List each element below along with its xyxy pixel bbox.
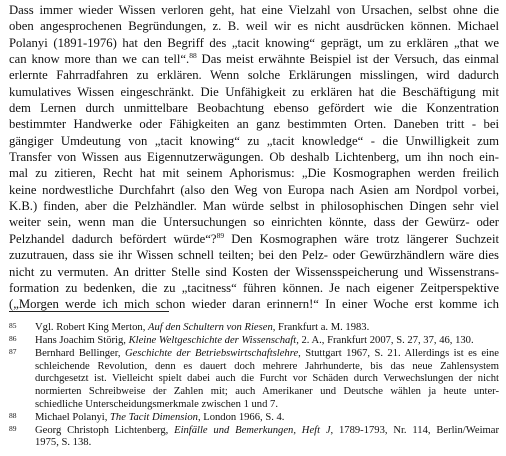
page-body	[9, 2, 499, 313]
body-line-part: can know more than we can tell“.	[9, 52, 190, 67]
footnote-text	[35, 425, 499, 450]
footnote-separator	[9, 311, 169, 312]
footnote-ref[interactable]: 89	[216, 230, 225, 240]
footnote-ref[interactable]: 88	[189, 51, 197, 60]
body-line: K.B.) finden, aber die Pelzhändler. Man würde selbst in philosophischen Dingen sehr viel	[9, 199, 499, 214]
body-line: dem Lernen durch unmittelbare Beobachtung ebenso gefördert wie die Konzentration	[9, 101, 499, 116]
footnote	[9, 348, 499, 411]
footnote-text-part: , Stuttgart 1967, S. 21. Allerdings ist es eine	[298, 348, 500, 360]
footnote-number: 88	[9, 410, 17, 420]
body-line	[9, 51, 499, 67]
body-line	[9, 231, 499, 247]
footnote-text	[35, 348, 499, 411]
footnote-line	[35, 348, 499, 361]
body-line: Polanyi (1891-1976) hat den Begriff des „tacit knowing“ geprägt, um zu erklären „that we	[9, 35, 499, 50]
footnote-number: 86	[9, 334, 17, 344]
body-paragraph	[9, 2, 499, 313]
footnote-text-part: Bernhard Bellinger,	[35, 348, 125, 360]
footnote	[9, 335, 499, 348]
footnote-title: Einfälle und Bemerkungen, Heft J	[174, 424, 331, 436]
footnote	[9, 322, 499, 335]
footnotes	[9, 322, 499, 450]
footnote-line	[35, 335, 499, 348]
footnote-text	[35, 322, 499, 335]
footnote-text-part: durchgesetzt ist. Vielleicht spielt dabei auch die Furcht vor Schäden durch Verwechslungen der nicht	[35, 373, 499, 385]
footnote-text-part: , 1789-1793, Nr. 114, Berlin/Weimar	[330, 424, 500, 436]
footnote-title: Kleine Weltgeschichte der Wissenschaft	[128, 335, 297, 347]
body-line: keine nordwestliche Durchfahrt (also den Weg von Europa nach Asien am Nordpol vorbei,	[9, 182, 499, 197]
footnote-line	[35, 412, 499, 425]
body-line-part: Pelzhandel dadurch befördert würde“?	[9, 231, 217, 246]
footnote-line	[35, 425, 499, 438]
body-line: weiter sein, wenn man die Untersuchungen so einrichten könnte, dass der Gewürz- oder	[9, 215, 499, 230]
footnote-text	[35, 412, 499, 425]
footnote-text-part: Vgl. Robert King Merton,	[35, 322, 148, 333]
footnote-line	[35, 361, 499, 374]
body-line: kumulatives Wissen eingeschränkt. Die Unfähigkeit zu erklären hat die Beschäftigung mit	[9, 84, 499, 99]
footnote-text-part: , London 1966, S. 4.	[197, 411, 285, 423]
body-line: Dass immer wieder Wissen verloren geht, hat eine Vielzahl von Ursachen, selbst ohne die	[9, 3, 499, 17]
body-line-part: Das meist erwähnte Beispiel ist der Versuch, das einmal	[201, 52, 499, 67]
footnote-text-part: , 2. A., Frankfurt 2007, S. 27, 37, 46, 130.	[296, 335, 474, 347]
footnote-title: The Tacit Dimension	[110, 411, 198, 423]
footnote-title: Auf den Schultern von Riesen	[148, 322, 273, 333]
footnote-line	[35, 437, 499, 450]
footnote-number: 89	[9, 423, 17, 433]
footnote-text-part: , Frankfurt a. M. 1983.	[272, 322, 370, 333]
footnote-text-part: Georg Christoph Lichtenberg,	[35, 424, 175, 436]
footnote-title: Geschichte der Betriebswirtschaftslehre	[124, 348, 299, 360]
footnote-line	[35, 386, 499, 399]
body-line: nicht zu vermuten. An dritter Stelle sind Kosten der Wissensspeicherung und Wissenstrans-	[9, 264, 499, 279]
body-line: formation zu bedenken, die zu „tacitness“ führen können. Je nach eigener Zeitperspektive	[9, 280, 499, 295]
footnote-text-part: normierten Schreibweise der Zahlen mit; auch Amerikaner und Deutsche wählen ja heute unter-	[35, 385, 499, 397]
body-line: oben angesprochenen Begründungen, z. B. weil wir es nicht ausdrücken können. Michael	[9, 19, 499, 34]
footnote	[9, 425, 499, 450]
footnote-line	[35, 399, 499, 412]
footnote-text-part: Michael Polanyi,	[35, 411, 111, 423]
footnote-text-part: 1975, S. 138.	[35, 437, 92, 449]
footnote-text	[35, 335, 499, 348]
body-line: zuzutrauen, dass sie ihr Wissen schnell teilten; bei den Pelz- oder Gewürzhändlern wäre dies	[9, 248, 499, 263]
body-line-part: Den Kosmographen wäre trotz längerer Suchzeit	[224, 231, 499, 246]
footnote-line	[35, 373, 499, 386]
body-line: erlernte Fahrradfahren zu erklären. Wenn solche Erklärungen misslingen, wird dadurch	[9, 68, 499, 83]
body-line: mal zu zitieren, Recht hat mit seinem Aphorismus: „Die Kosmographen werden freilich	[9, 166, 499, 181]
footnote-number: 85	[9, 321, 17, 330]
footnote-line	[35, 322, 499, 335]
footnote	[9, 412, 499, 425]
body-line: Transfer von Wissen aus Eigennutzerwägungen. Ob deshalb Lichtenberg, um ihn noch ein-	[9, 150, 499, 165]
footnote-number: 87	[9, 347, 17, 357]
footnote-text-part: schleichende Revolution, denn es dauert doch mehrere Jahrhunderte, bis das neue Zahlensystem	[35, 360, 499, 372]
footnote-text-part: schiedliche Unterscheidungsmerkmale zwischen 1 und 7.	[35, 398, 278, 410]
body-line: bestimmter Handwerke oder Fähigkeiten an ganz bestimmten Orten. Daneben tritt - bei	[9, 117, 499, 132]
body-line: gängiger Umdeutung von „tacit knowing“ zu „tacit knowledge“ - die Unwilligkeit zum	[9, 133, 499, 148]
body-line: („Morgen werde ich mich schon wieder daran erinnern!“ In einer Woche erst komme ich	[9, 297, 499, 312]
footnote-text-part: Hans Joachim Störig,	[35, 335, 129, 347]
